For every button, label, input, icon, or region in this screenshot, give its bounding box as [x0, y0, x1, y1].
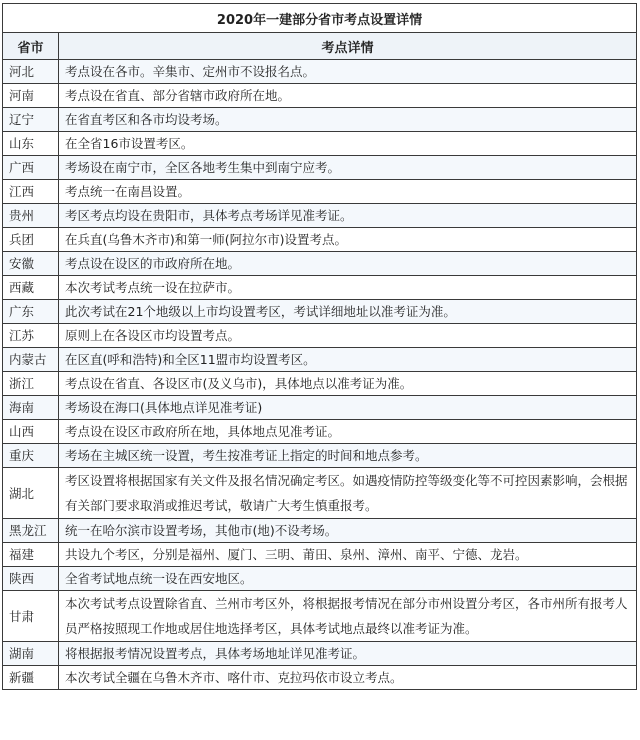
- details-cell: 在全省16市设置考区。: [59, 132, 637, 156]
- table-row: [3, 444, 637, 468]
- table-row: [3, 180, 637, 204]
- table-row: [3, 642, 637, 666]
- details-cell: 在省直考区和各市均设考场。: [59, 108, 637, 132]
- province-cell: 兵团: [3, 228, 59, 252]
- table-row: [3, 132, 637, 156]
- exam-sites-table: [2, 3, 637, 690]
- details-cell: 本次考试考点设置除省直、兰州市考区外，将根据报考情况在部分市州设置分考区，各市州所有报考人员严格按照现工作地或居住地选择考区，具体考试地点最终以准考证为准。: [59, 591, 637, 642]
- province-cell: 河南: [3, 84, 59, 108]
- table-row: [3, 156, 637, 180]
- table-row: [3, 420, 637, 444]
- province-cell: 山西: [3, 420, 59, 444]
- table-row: [3, 372, 637, 396]
- province-cell: 西藏: [3, 276, 59, 300]
- table-header-row: [3, 33, 637, 60]
- table-row: [3, 666, 637, 690]
- province-cell: 重庆: [3, 444, 59, 468]
- details-cell: 将根据报考情况设置考点，具体考场地址详见准考证。: [59, 642, 637, 666]
- table-row: [3, 324, 637, 348]
- table-row: [3, 396, 637, 420]
- table-row: [3, 468, 637, 519]
- details-cell: 全省考试地点统一设在西安地区。: [59, 567, 637, 591]
- exam-sites-table-container: [2, 3, 637, 690]
- table-row: [3, 84, 637, 108]
- table-row: [3, 228, 637, 252]
- details-cell: 考场设在海口(具体地点详见准考证): [59, 396, 637, 420]
- province-cell: 湖北: [3, 468, 59, 519]
- table-row: [3, 108, 637, 132]
- table-row: [3, 252, 637, 276]
- details-cell: 在区直(呼和浩特)和全区11盟市均设置考区。: [59, 348, 637, 372]
- details-cell: 考点统一在南昌设置。: [59, 180, 637, 204]
- table-row: [3, 519, 637, 543]
- details-cell: 共设九个考区，分别是福州、厦门、三明、莆田、泉州、漳州、南平、宁德、龙岩。: [59, 543, 637, 567]
- table-row: [3, 543, 637, 567]
- province-cell: 河北: [3, 60, 59, 84]
- table-title-row: [3, 4, 637, 33]
- details-cell: 考点设在省直、部分省辖市政府所在地。: [59, 84, 637, 108]
- province-cell: 浙江: [3, 372, 59, 396]
- details-cell: 考区设置将根据国家有关文件及报名情况确定考区。如遇疫情防控等级变化等不可控因素影响，会根据有关部门要求取消或推迟考试，敬请广大考生慎重报考。: [59, 468, 637, 519]
- province-cell: 海南: [3, 396, 59, 420]
- province-cell: 贵州: [3, 204, 59, 228]
- details-cell: 在兵直(乌鲁木齐市)和第一师(阿拉尔市)设置考点。: [59, 228, 637, 252]
- table-row: [3, 276, 637, 300]
- table-row: [3, 348, 637, 372]
- province-cell: 陕西: [3, 567, 59, 591]
- details-cell: 考点设在省直、各设区市(及义乌市)，具体地点以准考证为准。: [59, 372, 637, 396]
- province-cell: 辽宁: [3, 108, 59, 132]
- province-cell: 江苏: [3, 324, 59, 348]
- details-cell: 考点设在设区市政府所在地，具体地点见准考证。: [59, 420, 637, 444]
- details-cell: 考点设在设区的市政府所在地。: [59, 252, 637, 276]
- details-cell: 考场设在南宁市，全区各地考生集中到南宁应考。: [59, 156, 637, 180]
- province-cell: 广西: [3, 156, 59, 180]
- details-cell: 本次考试考点统一设在拉萨市。: [59, 276, 637, 300]
- header-details: 考点详情: [59, 33, 637, 60]
- table-row: [3, 567, 637, 591]
- details-cell: 统一在哈尔滨市设置考场，其他市(地)不设考场。: [59, 519, 637, 543]
- details-cell: 本次考试全疆在乌鲁木齐市、喀什市、克拉玛依市设立考点。: [59, 666, 637, 690]
- province-cell: 山东: [3, 132, 59, 156]
- table-row: [3, 60, 637, 84]
- header-province: 省市: [3, 33, 59, 60]
- province-cell: 福建: [3, 543, 59, 567]
- province-cell: 广东: [3, 300, 59, 324]
- details-cell: 此次考试在21个地级以上市均设置考区，考试详细地址以准考证为准。: [59, 300, 637, 324]
- table-row: [3, 204, 637, 228]
- table-title: 2020年一建部分省市考点设置详情: [3, 4, 637, 33]
- province-cell: 江西: [3, 180, 59, 204]
- table-row: [3, 300, 637, 324]
- province-cell: 黑龙江: [3, 519, 59, 543]
- table-row: [3, 591, 637, 642]
- details-cell: 考场在主城区统一设置，考生按准考证上指定的时间和地点参考。: [59, 444, 637, 468]
- province-cell: 内蒙古: [3, 348, 59, 372]
- table-body: [3, 60, 637, 690]
- province-cell: 甘肃: [3, 591, 59, 642]
- details-cell: 原则上在各设区市均设置考点。: [59, 324, 637, 348]
- details-cell: 考区考点均设在贵阳市，具体考点考场详见准考证。: [59, 204, 637, 228]
- province-cell: 新疆: [3, 666, 59, 690]
- details-cell: 考点设在各市。辛集市、定州市不设报名点。: [59, 60, 637, 84]
- province-cell: 安徽: [3, 252, 59, 276]
- province-cell: 湖南: [3, 642, 59, 666]
